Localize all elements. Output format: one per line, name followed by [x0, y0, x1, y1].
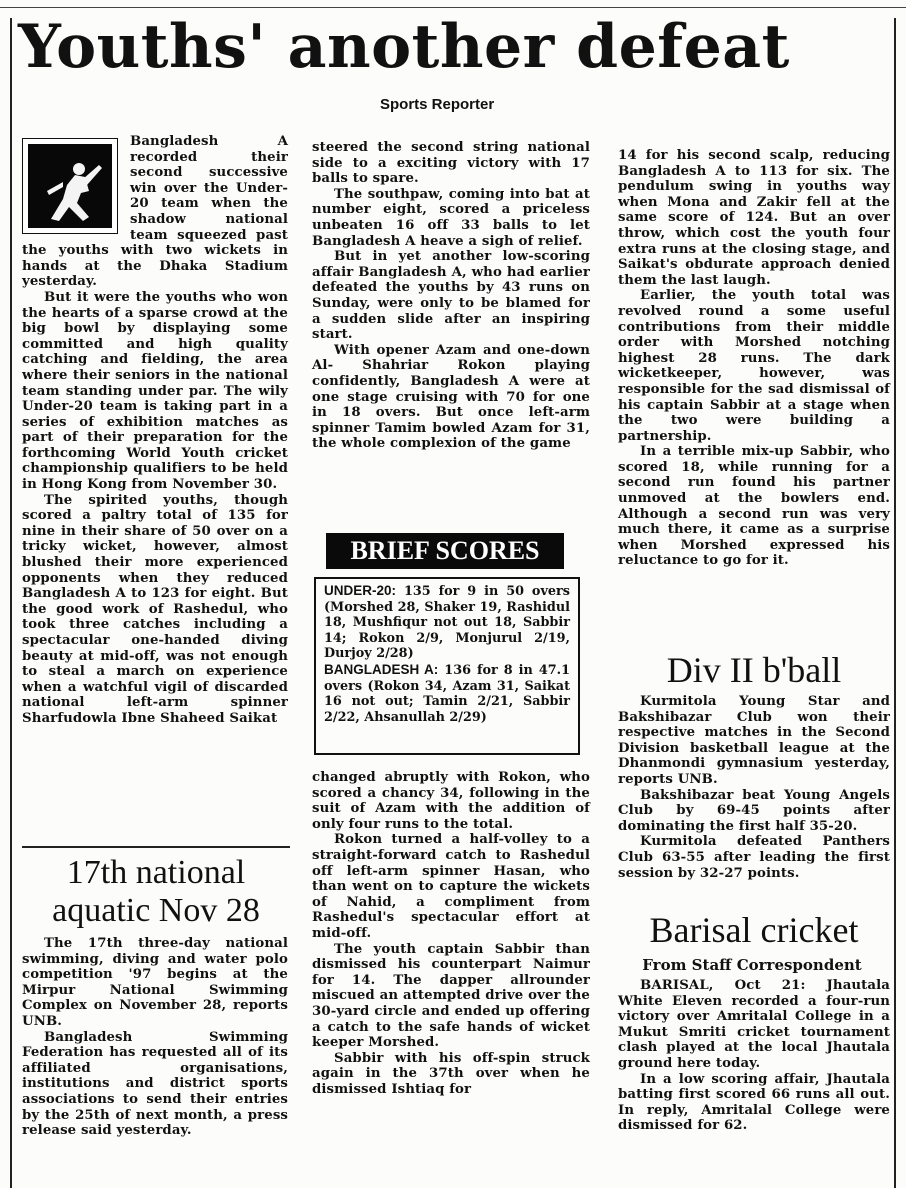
- barisal-story: [618, 978, 890, 1134]
- team1-score: 135 for 9 in 50 overs (Morshed 28, Shaker 19, Rashidul 18, Mushfiqur not out 18, Sabbir 14; Rokon 2/9, Monjurul 2/19, Durjoy 2/28): [324, 584, 570, 662]
- cricketer-silhouette-icon: [23, 139, 119, 235]
- aquatic-headline-line1: 17th national: [66, 854, 246, 891]
- brief-scores-label: BRIEF SCORES: [326, 533, 564, 569]
- team2-score: 136 for 8 in 47.1 overs (Rokon 34, Azam 31, Saikat 16 not out; Tamin 2/21, Sabbir 2/22, Ahsanullah 2/29): [324, 662, 570, 725]
- article-paragraph: But in yet another low-scoring affair Bangladesh A, who had earlier defeated the youths by 43 runs on Sunday, were only to be blamed for a sudden slide after an inspiring start.: [312, 249, 590, 343]
- barisal-headline: Barisal cricket: [649, 910, 859, 950]
- article-paragraph: With opener Azam and one-down Al- Shahriar Rokon playing confidently, Bangladesh A were at one stage cruising with 70 for one in 18 overs. But once left-arm spinner Tamim bowled Azam for 31, the whole complexion of the game: [312, 342, 590, 452]
- article-paragraph: Kurmitola defeated Panthers Club 63-55 after leading the first session by 32-27 points.: [618, 834, 890, 881]
- article-paragraph: In a low scoring affair, Jhautala batting first scored 66 runs all out. In reply, Amritalal College were dismissed for 62.: [618, 1071, 890, 1134]
- section-divider: [22, 846, 290, 848]
- cricket-player-image: [22, 138, 118, 234]
- article-paragraph: The youth captain Sabbir than dismissed his counterpart Naimur for 14. The dapper allrounder miscued an attempted drive over the 30-yard circle and ended up offering a catch to the safe hands of wicket keeper Morshed.: [312, 941, 590, 1051]
- article-paragraph: Sabbir with his off-spin struck again in the 37th over when he dismissed Ishtiaq for: [312, 1050, 590, 1097]
- article-column-2-bottom: [312, 770, 590, 1097]
- article-paragraph: BARISAL, Oct 21: Jhautala White Eleven recorded a four-run victory over Amritalal College in a Mukut Smriti cricket tournament clash played at the local Jhautala ground here today.: [618, 978, 890, 1071]
- article-paragraph: Kurmitola Young Star and Bakshibazar Club won their respective matches in the Second Division basketball league at the Dhanmondi gymnasium yesterday, reports UNB.: [618, 694, 890, 787]
- article-byline: Sports Reporter: [380, 96, 495, 113]
- basketball-headline: Div II b'ball: [666, 650, 842, 690]
- article-column-2-top: [312, 140, 590, 452]
- article-paragraph: Rokon turned a half-volley to a straight-forward catch to Rashedul off left-arm spinner Hasan, who than went on to capture the wickets of Nahid, a compliment from Rashedul's spectacular effort at mid-off.: [312, 832, 590, 941]
- team2-label: BANGLADESH A:: [324, 661, 439, 677]
- article-paragraph: The southpaw, coming into bat at number eight, scored a priceless unbeaten 16 off 33 balls to let Bangladesh A heave a sigh of relief.: [312, 186, 590, 249]
- article-headline: Youths' another defeat: [18, 12, 790, 82]
- article-paragraph: In a terrible mix-up Sabbir, who scored 18, while running for a second run found his partner unmoved at the bowlers end. Although a second run was very much there, it came as a surprise when Morshed expressed his reluctance to go for it.: [618, 444, 890, 569]
- left-border: [10, 18, 12, 1188]
- basketball-story: [618, 694, 890, 881]
- article-paragraph: Bangladesh Swimming Federation has requested all of its affiliated organisations, institutions and district sports associations to send their entries by the 25th of next month, a press release said yesterday.: [22, 1029, 288, 1139]
- aquatic-headline-line2: aquatic Nov 28: [52, 892, 260, 929]
- barisal-byline: From Staff Correspondent: [642, 956, 862, 974]
- article-paragraph: Bakshibazar beat Young Angels Club by 69-45 points after dominating the first half 35-20.: [618, 787, 890, 834]
- article-paragraph: Bangladesh A recorded their second successive win over the Under-20 team when the shadow national team squeezed past the youths with two wickets in hands at the Dhaka Stadium yesterday.: [22, 134, 288, 290]
- aquatic-story: [22, 936, 288, 1139]
- brief-scores-box: [314, 577, 580, 755]
- article-column-3: [618, 148, 890, 569]
- article-paragraph: changed abruptly with Rokon, who scored a chancy 34, following in the suit of Azam with the addition of only four runs to the total.: [312, 770, 590, 832]
- article-paragraph: But it were the youths who won the hearts of a sparse crowd at the big bowl by displaying some committed and high quality catching and fielding, the area where their seniors in the national team standing under par. The wily Under-20 team is taking part in a series of exhibition matches as part of their preparation for the forthcoming World Youth cricket championship qualifiers to be held in Hong Kong from November 30.: [22, 289, 288, 493]
- article-paragraph: 14 for his second scalp, reducing Bangladesh A to 113 for six. The pendulum swing in youths way when Mona and Zakir fell at the same score of 124. But an over throw, which cost the youth four extra runs at the closing stage, and Saikat's obdurate approach denied them the last laugh.: [618, 148, 890, 288]
- article-paragraph: steered the second string national side to a exciting victory with 17 balls to spare.: [312, 140, 590, 187]
- article-paragraph: The 17th three-day national swimming, diving and water polo competition '97 begins at the Mirpur National Swimming Complex on November 28, reports UNB.: [22, 936, 288, 1029]
- article-paragraph: Earlier, the youth total was revolved round a some useful contributions from their middle order with Morshed notching highest 28 runs. The dark wicketkeeper, however, was responsible for the sad dismissal of his captain Sabbir at a stage when the two were building a partnership.: [618, 288, 890, 444]
- article-paragraph: The spirited youths, though scored a paltry total of 135 for nine in their share of 50 over on a tricky wicket, however, almost blushed their more experienced opponents when they reduced Bangladesh A to 123 for eight. But the good work of Rashedul, who took three catches including a spectacular one-handed diving beauty at mid-off, was not enough to steal a march on experience when a watchful vigil of discarded national left-arm spinner Sharfudowla Ibne Shaheed Saikat: [22, 492, 288, 726]
- team1-label: UNDER-20:: [324, 583, 397, 598]
- article-column-1: [22, 134, 288, 727]
- right-border: [894, 18, 896, 1188]
